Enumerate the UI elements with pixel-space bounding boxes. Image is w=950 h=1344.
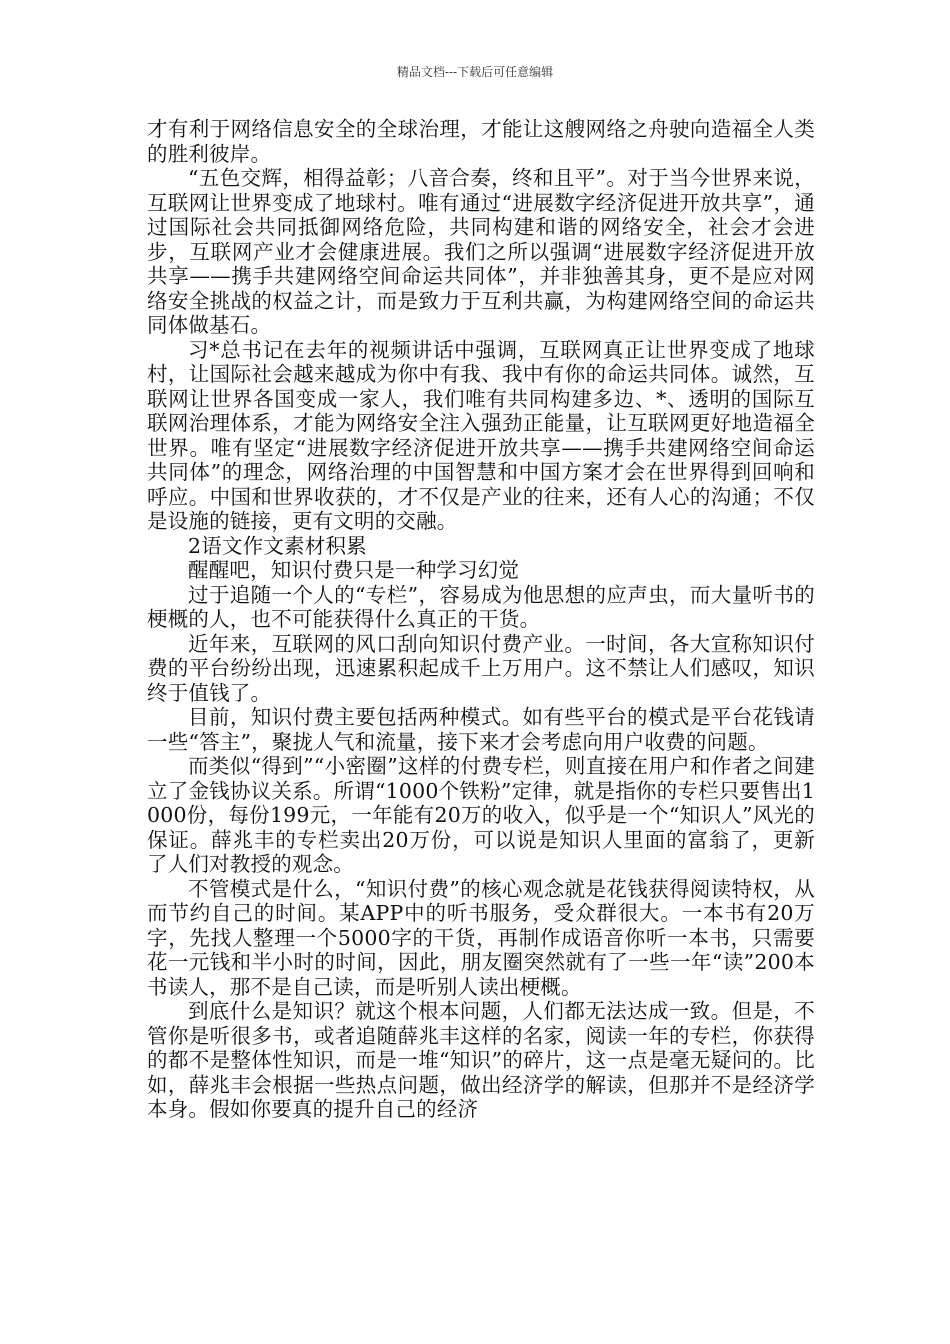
- paragraph: 醒醒吧，知识付费只是一种学习幻觉: [188, 558, 520, 582]
- paragraph: “五色交辉，相得益彰；八音合奏，终和且平”。对于当今世界来说，互联网让世界变成了地球村。唯有通过“进展数字经济促进开放共享”，通过国际社会共同抵御网络危险，共同构建和谐的网络安全，社会才会进步，互联网产业才会健康进展。我们之所以强调“进展数字经济促进开放共享——携手共建网络空间命运共同体”，并非独善其身，更不是应对网络安全挑战的权益之计，而是致力于互利共赢，为构建网络空间的命运共同体做基石。: [147, 166, 815, 337]
- paragraph: 2语文作文素材积累: [188, 533, 367, 558]
- paragraph: 而类似“得到”“小密圈”这样的付费专栏，则直接在用户和作者之间建立了金钱协议关系。所谓“1000个铁粉”定律，就是指你的专栏只要售出1000份，每份199元，一年能有20万的收入，似乎是一个“知识人”风光的保证。薛兆丰的专栏卖出20万份，可以说是知识人里面的富翁了，更新了人们对教授的观念。: [147, 754, 815, 876]
- paragraph: 过于追随一个人的“专栏”，容易成为他思想的应声虫，而大量听书的梗概的人，也不可能获得什么真正的干货。: [147, 582, 815, 631]
- paragraph: 习*总书记在去年的视频讲话中强调，互联网真正让世界变成了地球村，让国际社会越来越成为你中有我、我中有你的命运共同体。诚然，互联网让世界各国变成一家人，我们唯有共同构建多边、*、透明的国际互联网治理体系，才能为网络安全注入强劲正能量，让互联网更好地造福全世界。唯有坚定“进展数字经济促进开放共享——携手共建网络空间命运共同体”的理念，网络治理的中国智慧和中国方案才会在世界得到回响和呼应。中国和世界收获的，才不仅是产业的往来，还有人心的沟通；不仅是设施的链接，更有文明的交融。: [147, 337, 815, 533]
- paragraph: 才有利于网络信息安全的全球治理，才能让这艘网络之舟驶向造福全人类的胜利彼岸。: [147, 117, 815, 166]
- document-body: [147, 117, 815, 1122]
- paragraph: 到底什么是知识？就这个根本问题，人们都无法达成一致。但是，不管你是听很多书，或者追随薛兆丰这样的名家，阅读一年的专栏，你获得的都不是整体性知识，而是一堆“知识”的碎片，这一点是毫无疑问的。比如，薛兆丰会根据一些热点问题，做出经济学的解读，但那并不是经济学本身。假如你要真的提升自己的经济: [147, 999, 815, 1121]
- paragraph: 近年来，互联网的风口刮向知识付费产业。一时间，各大宣称知识付费的平台纷纷出现，迅速累积起成千上万用户。这不禁让人们感叹，知识终于值钱了。: [147, 631, 815, 705]
- paragraph: 目前，知识付费主要包括两种模式。如有些平台的模式是平台花钱请一些“答主”，聚拢人气和流量，接下来才会考虑向用户收费的问题。: [147, 705, 815, 754]
- page-header: 精品文档---下载后可任意编辑: [396, 65, 554, 79]
- paragraph: 不管模式是什么，“知识付费”的核心观念就是花钱获得阅读特权，从而节约自己的时间。某APP中的听书服务，受众群很大。一本书有20万字，先找人整理一个5000字的干货，再制作成语音你听一本书，只需要花一元钱和半小时的时间，因此，朋友圈突然就有了一些一年“读”200本书读人，那不是自己读，而是听别人读出梗概。: [147, 876, 815, 999]
